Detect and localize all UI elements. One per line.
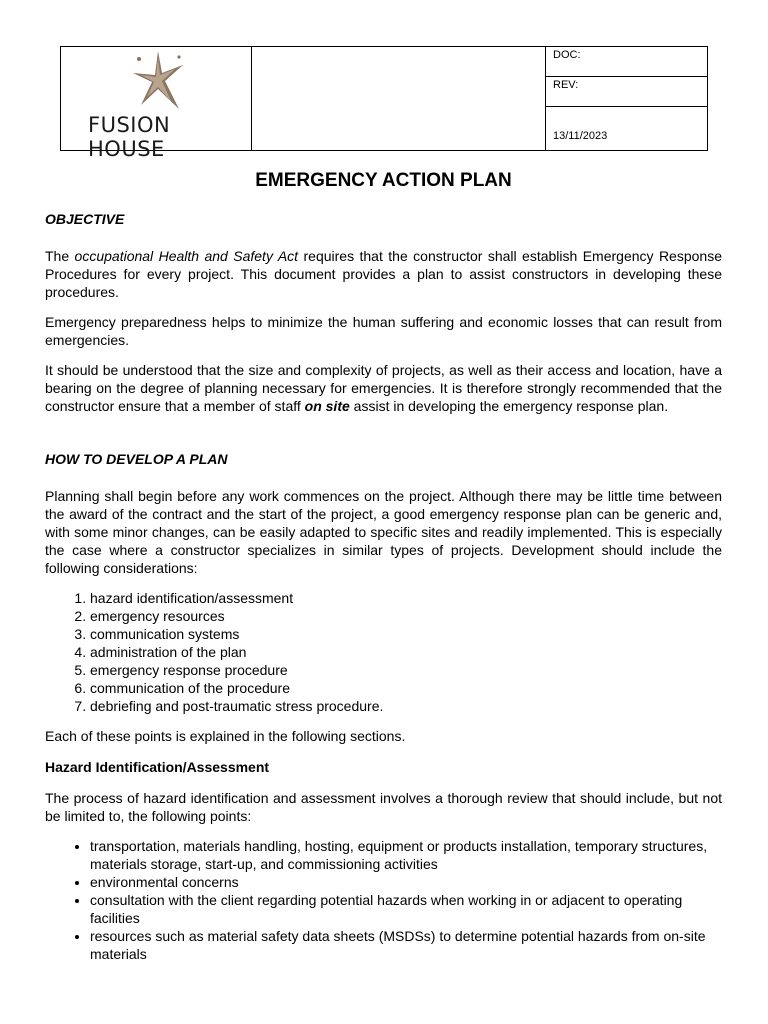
develop-paragraph-2: Each of these points is explained in the following sections. xyxy=(45,728,406,744)
objective-paragraph-2: Emergency preparedness helps to minimize the human suffering and economic losses that can result from emergencies. xyxy=(45,314,722,348)
list-item: 7. debriefing and post-traumatic stress procedure. xyxy=(90,697,383,715)
considerations-list xyxy=(45,589,383,715)
doc-field: DOC: xyxy=(546,47,707,77)
list-item: 5. emergency response procedure xyxy=(90,661,383,679)
objective-paragraph-1: The occupational Health and Safety Act requires that the constructor shall establish Emergency Response Procedures for every project. This document provides a plan to assist constructors in developing these procedures. xyxy=(45,248,722,300)
meta-cell xyxy=(546,47,707,150)
list-item: • consultation with the client regarding potential hazards when working in or adjacent to operating facilities xyxy=(90,891,722,927)
hazard-heading: Hazard Identification/Assessment xyxy=(45,759,270,775)
list-item: 3. communication systems xyxy=(90,625,383,643)
objective-heading: OBJECTIVE xyxy=(45,211,125,227)
objective-paragraph-3: It should be understood that the size and complexity of projects, as well as their access and location, have a bearing on the degree of planning necessary for emergencies. It is therefore strongly recommended that the constructor ensure that a member of staff on site assist in developing the emergency response plan. xyxy=(45,362,722,414)
list-item: • environmental concerns xyxy=(90,873,722,891)
page-title: EMERGENCY ACTION PLAN xyxy=(255,170,512,191)
rev-field: REV: xyxy=(546,77,707,107)
logo-wordmark: FUSION HOUSE xyxy=(88,113,171,161)
list-item: • resources such as material safety data sheets (MSDSs) to determine potential hazards from on-site materials xyxy=(90,927,722,963)
list-item: • transportation, materials handling, hosting, equipment or products installation, temporary structures, materials storage, start-up, and commissioning activities xyxy=(90,837,722,873)
hazard-paragraph-1: The process of hazard identification and assessment involves a thorough review that should include, but not be limited to, the following points: xyxy=(45,790,722,824)
hazard-bullet-list xyxy=(45,837,722,963)
develop-heading: HOW TO DEVELOP A PLAN xyxy=(45,451,228,467)
list-item: 6. communication of the procedure xyxy=(90,679,383,697)
logo-cell xyxy=(61,47,252,161)
blank-cell xyxy=(251,47,546,150)
list-item: 4. administration of the plan xyxy=(90,643,383,661)
date-field: 13/11/2023 xyxy=(553,130,608,142)
star-logo-icon xyxy=(131,51,185,111)
list-item: 1. hazard identification/assessment xyxy=(90,589,383,607)
develop-paragraph-1: Planning shall begin before any work commences on the project. Although there may be little time between the award of the contract and the start of the project, a good emergency response plan can be generic and, with some minor changes, can be easily adapted to specific sites and readily implemented. This is especially the case where a constructor specializes in similar types of projects. Development should include the following considerations: xyxy=(45,488,722,576)
list-item: 2. emergency resources xyxy=(90,607,383,625)
document-header-table xyxy=(60,46,708,161)
